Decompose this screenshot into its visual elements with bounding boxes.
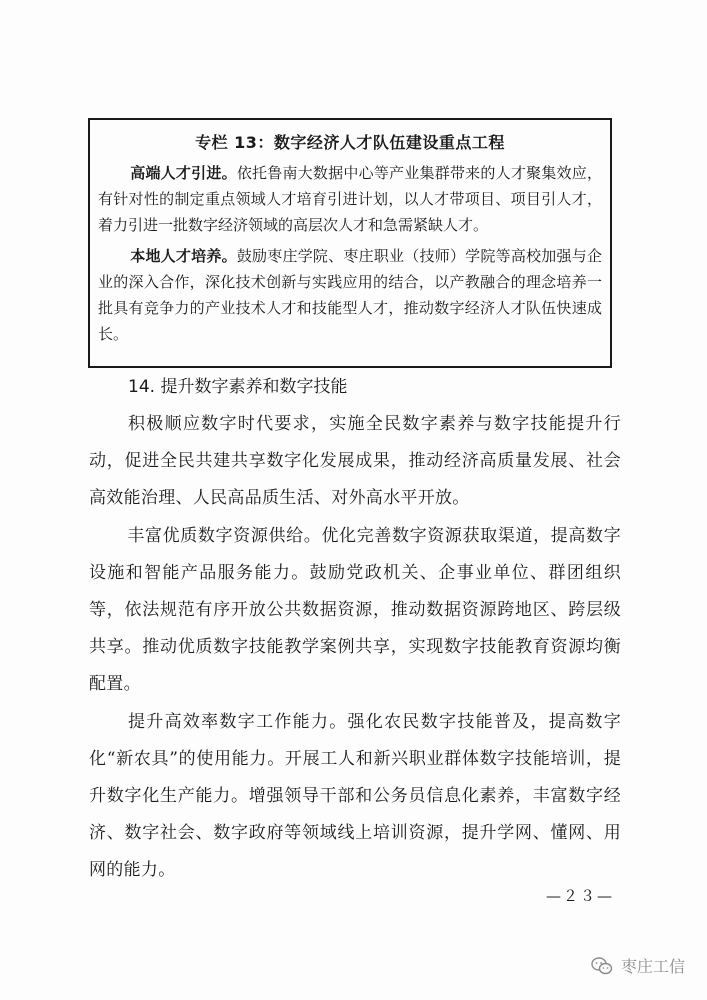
page-number: —２３— [546,887,615,905]
column-item-text: 依托鲁南大数据中心等产业集群带来的人才聚集效应，有针对性的制定重点领域人才培育引进计划，以人才带项目、项目引人才，着力引进一批数字经济领域的高层次人才和急需紧缺人才。 [98,164,602,234]
wechat-icon [591,957,613,975]
paragraph-text: 积极顺应数字时代要求，实施全民数字素养与数字技能提升行动，促进全民共建共享数字化发展成果，推动经济高质量发展、社会高效能治理、人民高品质生活、对外高水平开放。 [89,414,621,508]
paragraph-text: 丰富优质数字资源供给。优化完善数字资源获取渠道，提高数字设施和智能产品服务能力。鼓励党政机关、企事业单位、群团组织等，依法规范有序开放公共数据资源，推动数据资源跨地区、跨层级共享。推动优质数字技能教学案例共享，实现数字技能教育资源均衡配置。 [89,526,621,694]
column-title: 专栏 13：数字经济人才队伍建设重点工程 [195,133,505,152]
column-item-lead: 本地人才培养。 [130,247,237,265]
body-paragraph [89,518,621,703]
column-item-lead: 高端人才引进。 [130,164,237,182]
watermark [591,954,685,977]
column-box [88,118,612,368]
column-item [98,243,602,347]
body-paragraph [89,704,621,889]
body-paragraph [89,406,621,517]
paragraph-text: 提升高效率数字工作能力。强化农民数字技能普及，提高数字化“新农具”的使用能力。开展工人和新兴职业群体数字技能培训，提升数字化生产能力。增强领导干部和公务员信息化素养，丰富数字经济、数字社会、数字政府等领域线上培训资源，提升学网、懂网、用网的能力。 [89,712,621,880]
section-heading: 14. 提升数字素养和数字技能 [128,377,348,397]
column-item [98,160,602,238]
watermark-label: 枣庄工信 [620,957,685,976]
column-item-text: 鼓励枣庄学院、枣庄职业（技师）学院等高校加强与企业的深入合作，深化技术创新与实践应用的结合，以产教融合的理念培养一批具有竞争力的产业技术人才和技能型人才，推动数字经济人才队伍快速成长。 [98,247,602,343]
